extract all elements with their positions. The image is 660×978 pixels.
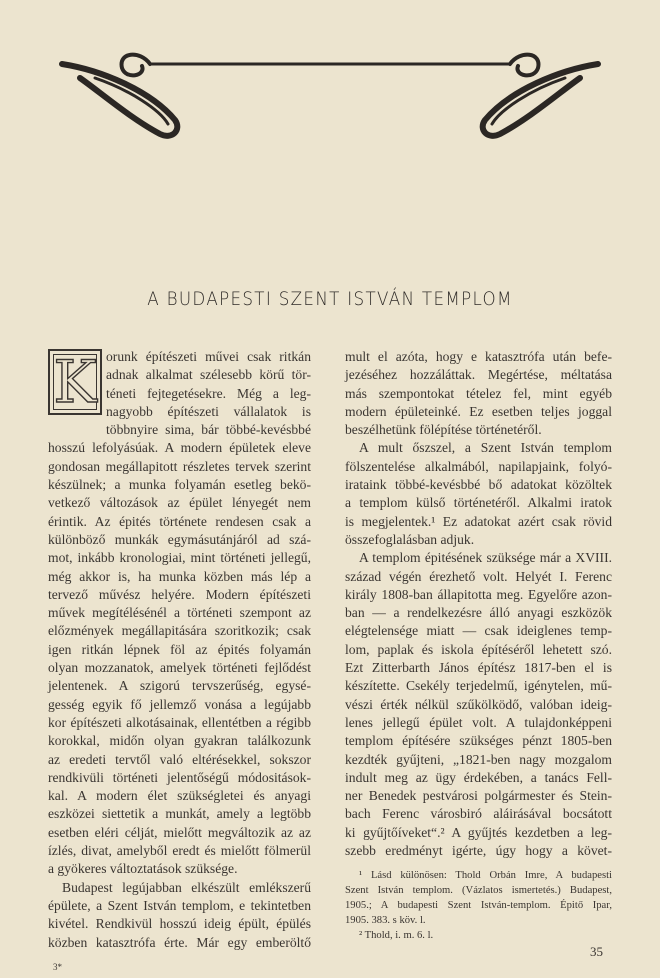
- footnote-line: 1905. 383. s köv. l.: [345, 915, 426, 926]
- text-line: rendkivüli történeti jelentőségű módositások-: [48, 769, 311, 785]
- text-line: művek megítélésénél a történeti szempont az: [48, 605, 311, 621]
- text-line: a templom külső történetéről. Alkalmi iratok: [345, 495, 612, 511]
- text-line: ner Benedek pestvárosi polgármester és Stein-: [345, 788, 612, 804]
- ornament-right-curl: [510, 55, 538, 76]
- text-line: kezdték gyűjteni, „1821-ben nagy mozgalom: [345, 751, 612, 767]
- footnote-line: 1905.; A budapesti Szent István-templom. Épitő Ipar,: [345, 900, 612, 911]
- text-line: összefoglalásban adjuk.: [345, 531, 475, 547]
- text-line: jelentenek. A szigorú tervszerűség, egysé-: [48, 678, 311, 694]
- text-line: hosszú lefolyásúak. A modern épületek eleve: [48, 440, 311, 456]
- text-line: vetkező változások az épület lényegét nem: [48, 495, 311, 511]
- text-line: szebb eredményt igérte, úgy hogy a követ-: [345, 843, 612, 859]
- text-line: esetben eléri célját, mielőtt megváltozik az az: [48, 824, 311, 840]
- footnotes: [345, 868, 612, 943]
- text-line: A templom épitésének szüksége már a XVIII.: [359, 550, 612, 566]
- text-line: mult el azóta, hogy e katasztrófa után befe-: [345, 349, 612, 364]
- text-line: különböző munkák egymásutánjáról ad szá-: [48, 531, 311, 547]
- text-line: kal. A modern élet szükségletei és anyagi: [48, 788, 311, 804]
- header-ornament: [0, 0, 660, 170]
- footnote-line: ¹ Lásd különösen: Thold Orbán Imre, A budapesti: [359, 870, 612, 881]
- text-line: korokkal, midőn olyan gyakran találkozunk: [48, 733, 311, 749]
- text-line: nagyobb építészeti vállalatok is: [106, 403, 311, 419]
- text-line: fölszentelése alkalmából, napilapjaink, folyó-: [345, 458, 612, 474]
- text-line: Budapest legújabban elkészült emlékszerű: [62, 879, 311, 895]
- text-line: indult meg az ügy érdekében, a tanács Fell-: [345, 769, 612, 785]
- text-line: gesség egyik fő jellemző vonása a legújabb: [48, 696, 311, 712]
- text-line: készülnek; a munka folyamán esetleg bekö-: [48, 477, 311, 493]
- text-line: lom, paplak és iskola építéséről lehetett szó.: [345, 641, 612, 657]
- text-line: Ezt Zitterbarth János építész 1817-ben el is: [345, 660, 612, 676]
- text-line: készítette. Csekély terjedelmű, igénytelen, mű-: [345, 678, 612, 694]
- text-line: gondosan megállapitott részletes tervek szerint: [48, 458, 311, 474]
- footnote-line: Szent István templom. (Vázlatos ismertetés.) Budapest,: [345, 885, 612, 896]
- text-line: igen ritkán lépnek föl az épités folyamán: [48, 641, 311, 657]
- text-line: előzmények megállapitására szoritkozik; csak: [48, 623, 311, 639]
- text-line: orunk építészeti művei csak ritkán: [106, 349, 311, 364]
- article-title: A BUDAPESTI SZENT ISTVÁN TEMPLOM: [147, 288, 513, 310]
- text-line: érintik. Az épités története rendesen csak a: [48, 513, 311, 529]
- text-line: A mult őszszel, a Szent István templom: [359, 440, 612, 456]
- text-line: közben katasztrófa érte. Már egy emberöltő: [48, 934, 311, 950]
- text-line: ízlés, divat, amelyből eredt és mielőtt fölmerül: [48, 843, 311, 859]
- text-line: épülete, a Szent István templom, e tekintetben: [48, 897, 311, 913]
- text-line: ban — a rendelkezésre álló anyagi eszközök: [345, 605, 612, 621]
- signature-mark: 3*: [53, 962, 62, 972]
- text-line: még akkor is, ha munka közben más lép a: [48, 568, 311, 584]
- text-line: adnak alkalmat szélesebb körű tör-: [106, 367, 311, 383]
- text-line: olyan mozzanatok, amelyek történeti fejlődést: [48, 660, 311, 676]
- text-line: század végén érezhető volt. Helyét I. Ferenc: [345, 568, 612, 584]
- text-line: a gyökeres változtatások szüksége.: [48, 861, 238, 877]
- text-line: király 1808-ban állapitotta meg. Egyelőre azon-: [345, 586, 612, 602]
- text-line: is megjelentek.¹ Ez adatokat azért csak rövid: [345, 513, 612, 529]
- page-number: 35: [590, 944, 603, 959]
- ornament-left-curl: [122, 55, 150, 76]
- text-line: többnyire sima, bár többé-kevésbbé: [106, 422, 311, 438]
- ornament-right-swoosh: [483, 64, 598, 136]
- text-line: kor építészeti alkotásainak, ellentétben a régibb: [48, 714, 311, 730]
- right-column: [345, 348, 612, 860]
- text-line: eszközei siettetik a munkát, amely a legtöbb: [48, 806, 311, 822]
- text-line: mot, inkább kronologiai, mint történeti jellegű,: [48, 550, 311, 566]
- text-line: ki gyűjtőíveket“.² A gyűjtés kezdetben a leg-: [345, 824, 612, 840]
- text-line: modern épületeinké. Ez esetben teljes joggal: [345, 403, 612, 419]
- drop-cap-letter: K: [53, 348, 97, 416]
- text-line: más szempontokat tételez fel, mint egyéb: [345, 385, 612, 401]
- text-line: bach Ferenc városbiró aláirásával bocsátott: [345, 806, 612, 822]
- text-line: vészi érték nélkül szűkölködő, valóban ideig-: [345, 696, 612, 712]
- text-line: kivétel. Rendkivül hosszú ideig épült, épülés: [48, 916, 311, 932]
- text-line: irataink többé-kevésbbé bő adatokat közöltek: [345, 477, 612, 493]
- text-line: jezéséhez hozzáláttak. Megértése, méltatása: [345, 367, 612, 383]
- text-line: templom építésére szükséges pénzt 1805-ben: [345, 733, 612, 749]
- text-line: elégtelensége miatt — csak ideiglenes temp-: [345, 623, 612, 639]
- ornament-left-swoosh: [62, 64, 177, 136]
- text-line: lenes jellegű épület volt. A tulajdonképpeni: [345, 714, 612, 730]
- text-line: az eredeti tervtől való eltérésekkel, sokszor: [48, 751, 311, 767]
- text-line: téneti fejtegetésekre. Még a leg-: [106, 385, 311, 401]
- text-line: beszélhetünk fölépítése történetéről.: [345, 422, 542, 438]
- text-line: tervező művész helyére. Modern építészeti: [48, 586, 311, 602]
- footnote-line: ² Thold, i. m. 6. l.: [359, 930, 434, 941]
- left-column: [48, 348, 311, 952]
